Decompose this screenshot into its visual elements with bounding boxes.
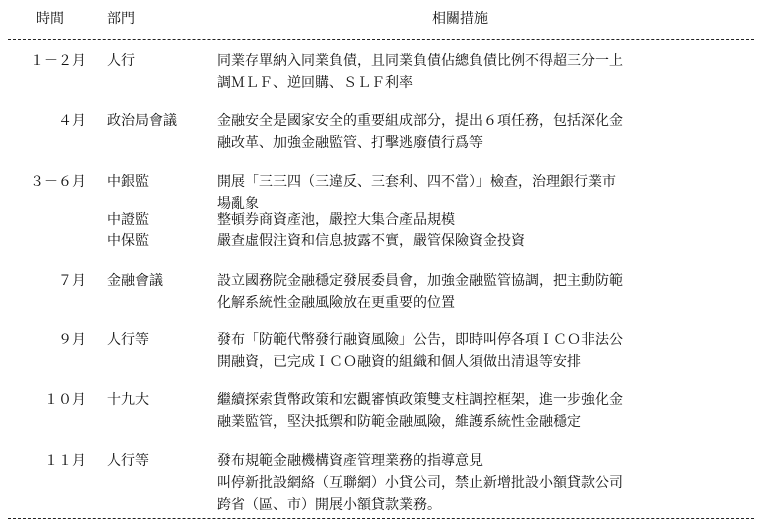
row-dept: 中證監: [107, 212, 149, 228]
row-dept: 中保監: [107, 233, 149, 249]
measure-line: 叫停新批設網絡（互聯網）小貸公司，禁止新增批設小額貸款公司: [217, 475, 623, 491]
row-dept: 人行等: [107, 332, 149, 348]
measure-line: 整頓券商資產池，嚴控大集合產品規模: [217, 212, 455, 228]
row-measures: [217, 230, 747, 252]
measure-line: 設立國務院金融穩定發展委員會，加強金融監管協調，把主動防範: [217, 273, 623, 289]
row-time: １１月: [44, 453, 86, 469]
row-measures: [217, 209, 747, 231]
measure-line: 繼續探索貨幣政策和宏觀審慎政策雙支柱調控框架，進一步強化金: [217, 392, 623, 408]
header-divider: [8, 39, 754, 40]
row-time: ４月: [58, 113, 86, 129]
measure-line: 融業監管，堅決抵禦和防範金融風險，維護系統性金融穩定: [217, 414, 581, 430]
row-time: １０月: [44, 392, 86, 408]
measure-line: 金融安全是國家安全的重要組成部分，提出６項任務，包括深化金: [217, 113, 623, 129]
row-time: ３－６月: [30, 174, 86, 190]
measure-line: 開融資，已完成ＩＣＯ融資的組織和個人須做出清退等安排: [217, 354, 581, 370]
measure-line: 跨省（區、市）開展小額貸款業務。: [217, 497, 441, 513]
footer-divider: [8, 518, 754, 519]
measure-line: 融改革、加強金融監管、打擊逃廢債行爲等: [217, 135, 483, 151]
measure-line: 化解系統性金融風險放在更重要的位置: [217, 295, 455, 311]
column-header-dept: 部門: [107, 11, 135, 27]
row-time: ７月: [58, 273, 86, 289]
measure-line: 開展「三三四（三違反、三套利、四不當）」檢查，治理銀行業市: [217, 174, 616, 190]
measure-line: 場亂象: [217, 196, 259, 212]
row-time: １－２月: [30, 53, 86, 69]
measure-line: 同業存單納入同業負債，且同業負債佔總負債比例不得超三分一上: [217, 53, 623, 69]
column-header-measures: 相關措施: [432, 11, 488, 27]
row-dept: 人行: [107, 53, 135, 69]
measure-line: 發布「防範代幣發行融資風險」公告，即時叫停各項ＩＣＯ非法公: [217, 332, 623, 348]
row-measures: [217, 110, 747, 154]
row-measures: [217, 450, 747, 516]
row-time: ９月: [58, 332, 86, 348]
row-measures: [217, 329, 747, 373]
measure-line: 嚴查虛假注資和信息披露不實，嚴管保險資金投資: [217, 233, 525, 249]
row-measures: [217, 389, 747, 433]
measure-line: 發布規範金融機構資產管理業務的指導意見: [217, 453, 483, 469]
row-dept: 中銀監: [107, 174, 149, 190]
row-dept: 十九大: [107, 392, 149, 408]
row-dept: 人行等: [107, 453, 149, 469]
row-measures: [217, 270, 747, 314]
row-measures: [217, 50, 747, 94]
column-header-time: 時間: [36, 11, 64, 27]
row-dept: 政治局會議: [107, 113, 177, 129]
row-dept: 金融會議: [107, 273, 163, 289]
measure-line: 調ＭＬＦ、逆回購、ＳＬＦ利率: [217, 75, 413, 91]
